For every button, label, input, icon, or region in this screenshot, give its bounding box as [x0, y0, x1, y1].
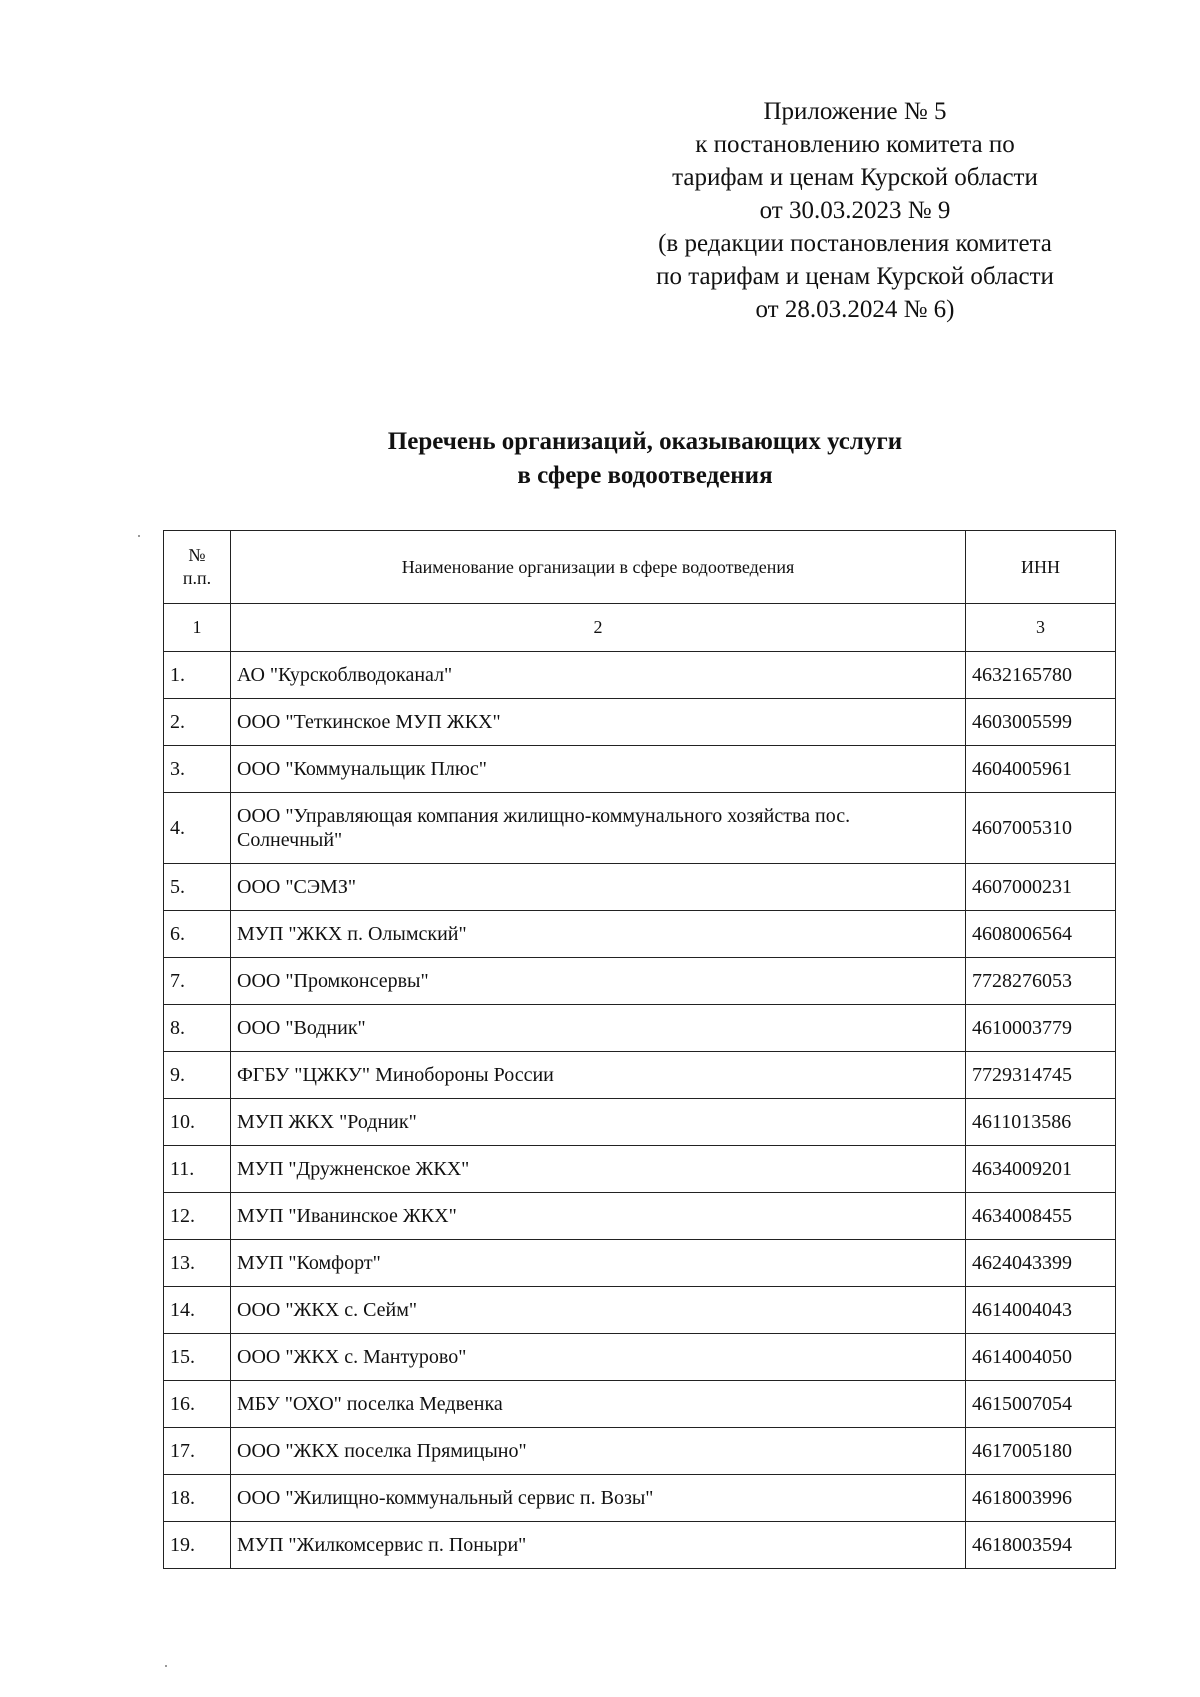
organization-name: ООО "Промконсервы" [231, 958, 966, 1005]
column-index: 1 [164, 604, 231, 652]
table-row [164, 864, 1116, 911]
inn-value: 4634008455 [966, 1193, 1116, 1240]
table-row [164, 1146, 1116, 1193]
table-row [164, 1428, 1116, 1475]
table-row [164, 1522, 1116, 1569]
organization-name: ООО "ЖКХ поселка Прямицыно" [231, 1428, 966, 1475]
inn-value: 4614004050 [966, 1334, 1116, 1381]
table-row [164, 1475, 1116, 1522]
table-row [164, 1334, 1116, 1381]
organization-name: МУП "Комфорт" [231, 1240, 966, 1287]
document-title [170, 425, 1120, 493]
table-row [164, 1287, 1116, 1334]
organization-name: ООО "Теткинское МУП ЖКХ" [231, 699, 966, 746]
header-number-symbol: № [188, 545, 206, 565]
row-number: 12. [164, 1193, 231, 1240]
table-row [164, 958, 1116, 1005]
row-number: 5. [164, 864, 231, 911]
title-line: Перечень организаций, оказывающих услуги [387, 428, 903, 455]
organization-name: ООО "Коммунальщик Плюс" [231, 746, 966, 793]
row-number: 6. [164, 911, 231, 958]
appendix-line: (в редакции постановления комитета [658, 230, 1052, 257]
inn-value: 4618003996 [966, 1475, 1116, 1522]
organization-name: ООО "ЖКХ с. Мантурово" [231, 1334, 966, 1381]
appendix-header [620, 95, 1090, 326]
inn-value: 4604005961 [966, 746, 1116, 793]
table-row [164, 911, 1116, 958]
inn-value: 4610003779 [966, 1005, 1116, 1052]
organization-name: ФГБУ "ЦЖКУ" Минобороны России [231, 1052, 966, 1099]
inn-value: 4615007054 [966, 1381, 1116, 1428]
row-number: 1. [164, 652, 231, 699]
appendix-line: от 28.03.2024 № 6) [755, 296, 955, 323]
table-row [164, 1240, 1116, 1287]
table-row [164, 652, 1116, 699]
inn-value: 4634009201 [966, 1146, 1116, 1193]
row-number: 4. [164, 793, 231, 864]
organization-name: МУП "Жилкомсервис п. Поныри" [231, 1522, 966, 1569]
row-number: 13. [164, 1240, 231, 1287]
organization-name: АО "Курскоблводоканал" [231, 652, 966, 699]
row-number: 14. [164, 1287, 231, 1334]
header-name: Наименование организации в сфере водоотведения [231, 531, 966, 604]
appendix-line: по тарифам и ценам Курской области [656, 263, 1054, 290]
table-row [164, 793, 1116, 864]
row-number: 7. [164, 958, 231, 1005]
table-row [164, 699, 1116, 746]
organization-name: ООО "ЖКХ с. Сейм" [231, 1287, 966, 1334]
table-row [164, 1381, 1116, 1428]
row-number: 19. [164, 1522, 231, 1569]
inn-value: 4618003594 [966, 1522, 1116, 1569]
table-header-row [164, 531, 1116, 604]
inn-value: 4617005180 [966, 1428, 1116, 1475]
organization-name: ООО "Жилищно-коммунальный сервис п. Возы" [231, 1475, 966, 1522]
appendix-line: тарифам и ценам Курской области [672, 164, 1038, 191]
row-number: 17. [164, 1428, 231, 1475]
table-row [164, 1193, 1116, 1240]
appendix-line: к постановлению комитета по [695, 131, 1015, 158]
table-body [164, 652, 1116, 1569]
appendix-line: от 30.03.2023 № 9 [759, 197, 951, 224]
header-number-abbr: п.п. [182, 568, 212, 588]
inn-value: 4632165780 [966, 652, 1116, 699]
inn-value: 7728276053 [966, 958, 1116, 1005]
row-number: 10. [164, 1099, 231, 1146]
table-row [164, 1052, 1116, 1099]
header-number [164, 531, 231, 604]
column-index: 3 [966, 604, 1116, 652]
organization-name: МУП "ЖКХ п. Олымский" [231, 911, 966, 958]
organization-name: МУП "Дружненское ЖКХ" [231, 1146, 966, 1193]
inn-value: 4608006564 [966, 911, 1116, 958]
organizations-table [163, 530, 1116, 1569]
inn-value: 4624043399 [966, 1240, 1116, 1287]
organization-name: ООО "СЭМЗ" [231, 864, 966, 911]
row-number: 8. [164, 1005, 231, 1052]
organization-name: МБУ "ОХО" поселка Медвенка [231, 1381, 966, 1428]
table-row [164, 746, 1116, 793]
row-number: 2. [164, 699, 231, 746]
organization-name: ООО "Водник" [231, 1005, 966, 1052]
organization-name: ООО "Управляющая компания жилищно-коммунального хозяйства пос. Солнечный" [231, 793, 966, 864]
inn-value: 4611013586 [966, 1099, 1116, 1146]
organization-name: МУП "Иванинское ЖКХ" [231, 1193, 966, 1240]
row-number: 9. [164, 1052, 231, 1099]
column-index-row [164, 604, 1116, 652]
inn-value: 7729314745 [966, 1052, 1116, 1099]
row-number: 11. [164, 1146, 231, 1193]
row-number: 15. [164, 1334, 231, 1381]
appendix-line: Приложение № 5 [763, 98, 947, 125]
row-number: 16. [164, 1381, 231, 1428]
table-row [164, 1099, 1116, 1146]
inn-value: 4614004043 [966, 1287, 1116, 1334]
header-inn: ИНН [966, 531, 1116, 604]
column-index: 2 [231, 604, 966, 652]
scan-speck [138, 535, 140, 537]
scan-speck [165, 1665, 167, 1667]
row-number: 18. [164, 1475, 231, 1522]
inn-value: 4607005310 [966, 793, 1116, 864]
organization-name: МУП ЖКХ "Родник" [231, 1099, 966, 1146]
title-line: в сфере водоотведения [517, 462, 773, 489]
inn-value: 4607000231 [966, 864, 1116, 911]
table-row [164, 1005, 1116, 1052]
inn-value: 4603005599 [966, 699, 1116, 746]
row-number: 3. [164, 746, 231, 793]
